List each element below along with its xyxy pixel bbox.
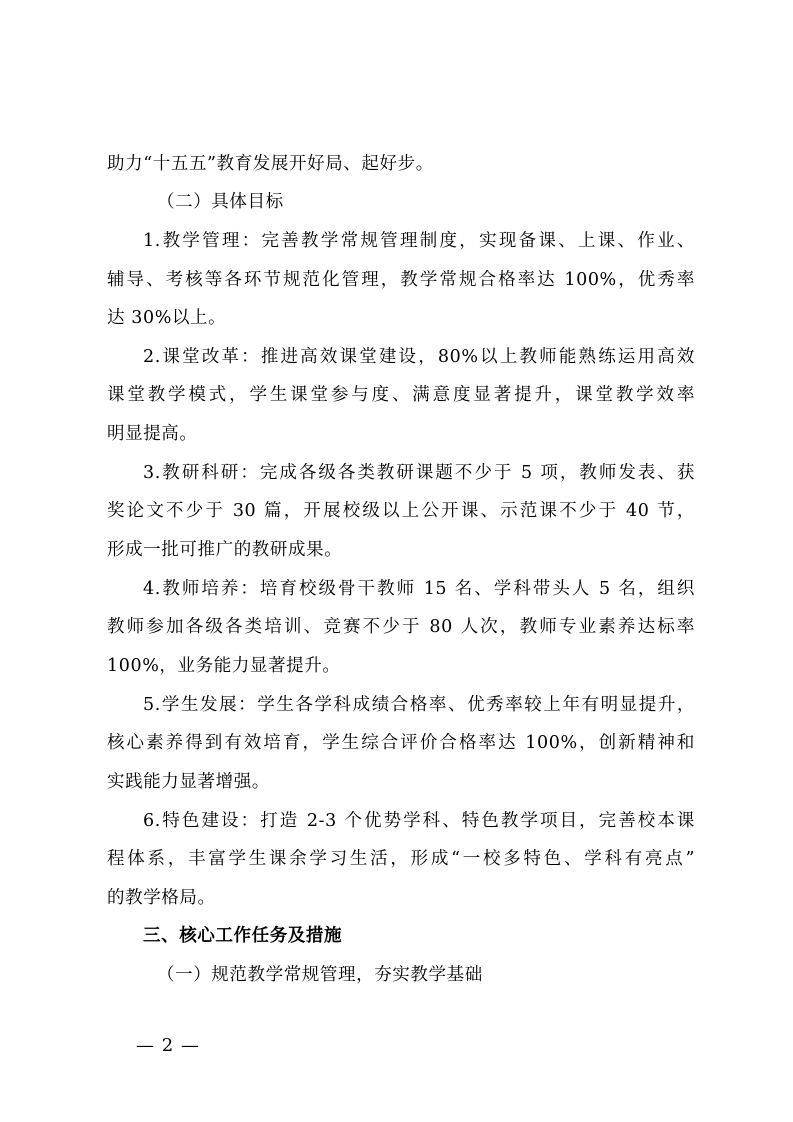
paragraph-line-teacher-training-2: 教师参加各级各类培训、竞赛不少于 80 人次，教师专业素养达标率	[107, 617, 695, 637]
subheading-specific-goals: （二）具体目标	[157, 192, 284, 212]
paragraph-line-teaching-management-2: 辅导、考核等各环节规范化管理，教学常规合格率达 100%，优秀率	[107, 270, 695, 290]
section-heading-core-tasks: 三、核心工作任务及措施	[143, 926, 343, 946]
paragraph-line-featured-building-3: 的教学格局。	[107, 888, 216, 908]
paragraph-line-featured-building-2: 程体系，丰富学生课余学习生活，形成“一校多特色、学科有亮点”	[107, 849, 695, 869]
paragraph-line-classroom-reform-3: 明显提高。	[107, 424, 198, 444]
paragraph-line-research-3: 形成一批可推广的教研成果。	[107, 540, 343, 560]
paragraph-line-teacher-training-3: 100%，业务能力显著提升。	[107, 656, 341, 676]
paragraph-line-intro-end: 助力“十五五”教育发展开好局、起好步。	[107, 154, 434, 174]
paragraph-line-research-2: 奖论文不少于 30 篇，开展校级以上公开课、示范课不少于 40 节，	[107, 501, 695, 521]
subheading-standardize-routine: （一）规范教学常规管理，夯实教学基础	[157, 965, 483, 985]
paragraph-line-teaching-management-1: 1.教学管理：完善教学常规管理制度，实现备课、上课、作业、	[143, 231, 695, 251]
paragraph-line-student-development-1: 5.学生发展：学生各学科成绩合格率、优秀率较上年有明显提升，	[143, 695, 695, 715]
paragraph-line-teacher-training-1: 4.教师培养：培育校级骨干教师 15 名、学科带头人 5 名，组织	[143, 579, 695, 599]
paragraph-line-research-1: 3.教研科研：完成各级各类教研课题不少于 5 项，教师发表、获	[143, 463, 695, 483]
paragraph-line-teaching-management-3: 达 30%以上。	[107, 308, 227, 328]
paragraph-line-student-development-2: 核心素养得到有效培育，学生综合评价合格率达 100%，创新精神和	[107, 733, 695, 753]
paragraph-line-classroom-reform-1: 2.课堂改革：推进高效课堂建设，80%以上教师能熟练运用高效	[143, 347, 695, 367]
page-number: — 2 —	[136, 1035, 200, 1056]
paragraph-line-student-development-3: 实践能力显著增强。	[107, 772, 270, 792]
paragraph-line-featured-building-1: 6.特色建设：打造 2-3 个优势学科、特色教学项目，完善校本课	[143, 811, 695, 831]
paragraph-line-classroom-reform-2: 课堂教学模式，学生课堂参与度、满意度显著提升，课堂教学效率	[107, 385, 695, 405]
